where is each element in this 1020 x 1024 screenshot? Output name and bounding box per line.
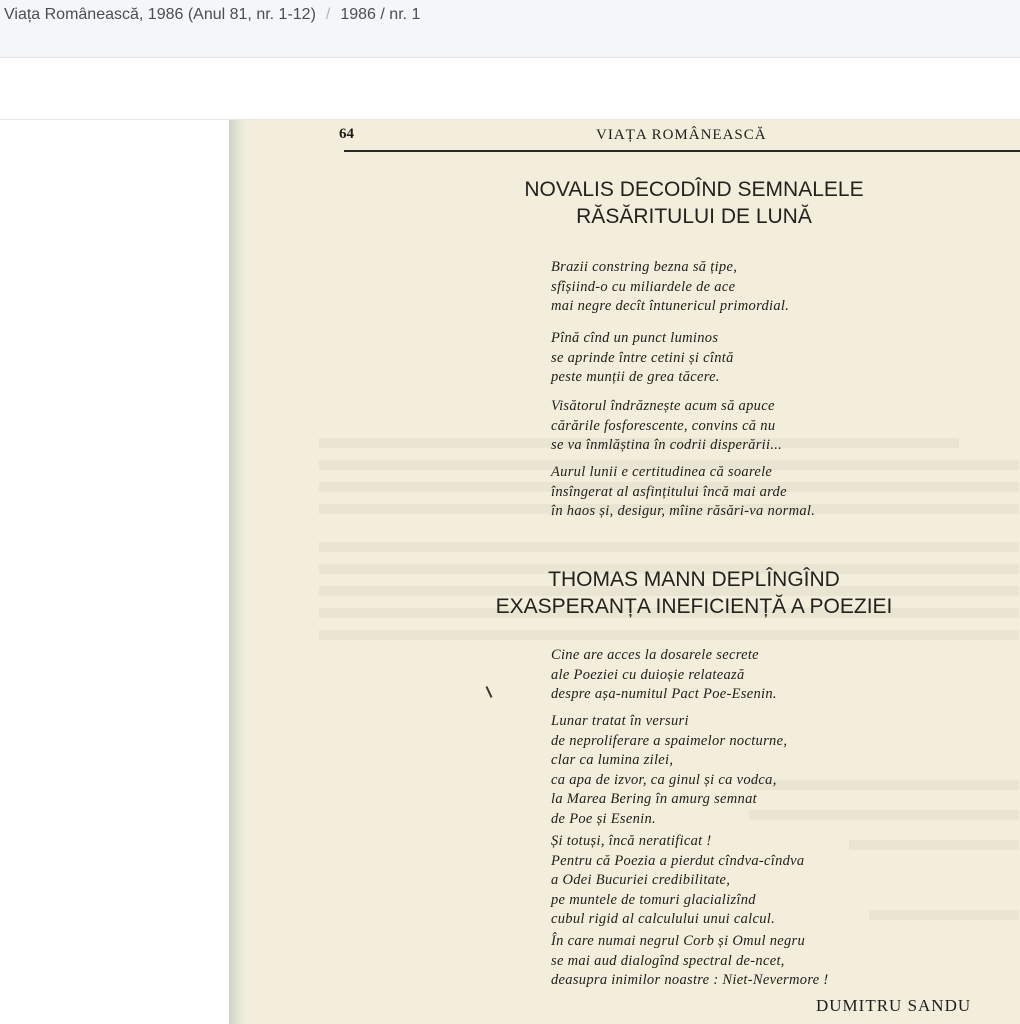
show-through-text bbox=[869, 910, 1019, 920]
poem1-stanza bbox=[551, 258, 789, 317]
poem-line: clar ca lumina zilei, bbox=[551, 752, 674, 768]
poem2-title-line: EXASPERANȚA INEFICIENȚĂ A POEZIEI bbox=[495, 595, 893, 618]
poem-line: Lunar tratat în versuri bbox=[551, 713, 689, 729]
header-rule bbox=[344, 150, 1020, 152]
poem-line: Brazii constring bezna să țipe, bbox=[551, 259, 738, 275]
poem-line: se va înmlăștina în codrii disperării... bbox=[551, 437, 783, 453]
poem-line: peste munții de grea tăcere. bbox=[551, 369, 720, 385]
poem-line: ale Poeziei cu duioșie relatează bbox=[551, 666, 745, 683]
page-edge-shadow bbox=[229, 120, 247, 1024]
poem-line: se aprinde între cetini și cîntă bbox=[551, 349, 734, 366]
poem-line: despre așa-numitul Pact Poe-Esenin. bbox=[551, 686, 777, 702]
top-bar bbox=[0, 0, 1020, 58]
scanned-page bbox=[229, 120, 1020, 1024]
breadcrumb-current-issue: 1986 / nr. 1 bbox=[340, 6, 421, 23]
poem-line: la Marea Bering în amurg semnat bbox=[551, 791, 757, 807]
author-signature: DUMITRU SANDU bbox=[816, 996, 972, 1015]
page-number: 64 bbox=[339, 126, 354, 142]
poem-line: deasupra inimilor noastre : Niet-Nevermore ! bbox=[551, 972, 829, 988]
toolbar-area bbox=[0, 58, 1020, 120]
poem1-stanza bbox=[551, 463, 815, 522]
poem2-stanza bbox=[551, 712, 787, 829]
running-head: VIAȚA ROMÂNEASCĂ bbox=[596, 127, 767, 143]
document-viewer[interactable] bbox=[0, 120, 1020, 1024]
poem-line: ca apa de izvor, ca ginul și ca vodca, bbox=[551, 771, 777, 788]
poem2-title-line: THOMAS MANN DEPLÎNGÎND bbox=[548, 568, 840, 591]
poem-line: Pînă cînd un punct luminos bbox=[551, 330, 719, 346]
poem-line: în haos și, desigur, mîine răsări-va normal. bbox=[551, 503, 816, 519]
poem-line: se mai aud dialogînd spectral de-ncet, bbox=[551, 952, 785, 969]
poem-line: sfîșiind-o cu miliardele de ace bbox=[551, 278, 736, 295]
show-through-text bbox=[319, 630, 1019, 640]
poem-line: Și totuși, încă neratificat ! bbox=[551, 833, 712, 849]
scan-speck bbox=[486, 686, 493, 698]
poem2-stanza bbox=[551, 932, 829, 991]
poem1-stanza bbox=[551, 397, 782, 456]
poem1-title-line: NOVALIS DECODÎND SEMNALELE bbox=[524, 178, 864, 201]
show-through-text bbox=[319, 542, 1019, 552]
poem2-stanza bbox=[551, 646, 777, 705]
poem-line: cărările fosforescente, convins că nu bbox=[551, 417, 776, 434]
breadcrumb-link-volume[interactable]: Viața Românească, 1986 (Anul 81, nr. 1-12) bbox=[4, 6, 316, 23]
poem-line: Pentru că Poezia a pierdut cîndva-cîndva bbox=[551, 852, 805, 869]
poem-line: cubul rigid al calculului unui calcul. bbox=[551, 911, 776, 927]
poem2-stanza bbox=[551, 832, 804, 930]
poem1-stanza bbox=[551, 329, 734, 388]
poem-line: Visătorul îndrăznește acum să apuce bbox=[551, 398, 775, 414]
poem-line: Cine are acces la dosarele secrete bbox=[551, 647, 759, 663]
poem-line: a Odei Bucuriei credibilitate, bbox=[551, 872, 731, 888]
poem-line: mai negre decît întunericul primordial. bbox=[551, 298, 790, 314]
poem-line: În care numai negrul Corb și Omul negru bbox=[551, 933, 806, 949]
poem-line: de neproliferare a spaimelor nocturne, bbox=[551, 732, 788, 749]
poem1-title-line: RĂSĂRITULUI DE LUNĂ bbox=[576, 205, 812, 228]
show-through-text bbox=[849, 840, 1019, 850]
breadcrumb-separator: / bbox=[325, 6, 331, 23]
poem-line: pe muntele de tomuri glacializînd bbox=[551, 891, 756, 908]
poem1-title bbox=[484, 176, 904, 230]
poem-line: Aurul lunii e certitudinea că soarele bbox=[551, 464, 773, 480]
poem2-title bbox=[439, 566, 949, 620]
show-through-text bbox=[749, 810, 1019, 820]
poem-line: de Poe și Esenin. bbox=[551, 810, 656, 827]
poem-line: însîngerat al asfințitului încă mai arde bbox=[551, 483, 787, 500]
breadcrumb bbox=[4, 6, 420, 24]
show-through-text bbox=[749, 780, 1019, 790]
